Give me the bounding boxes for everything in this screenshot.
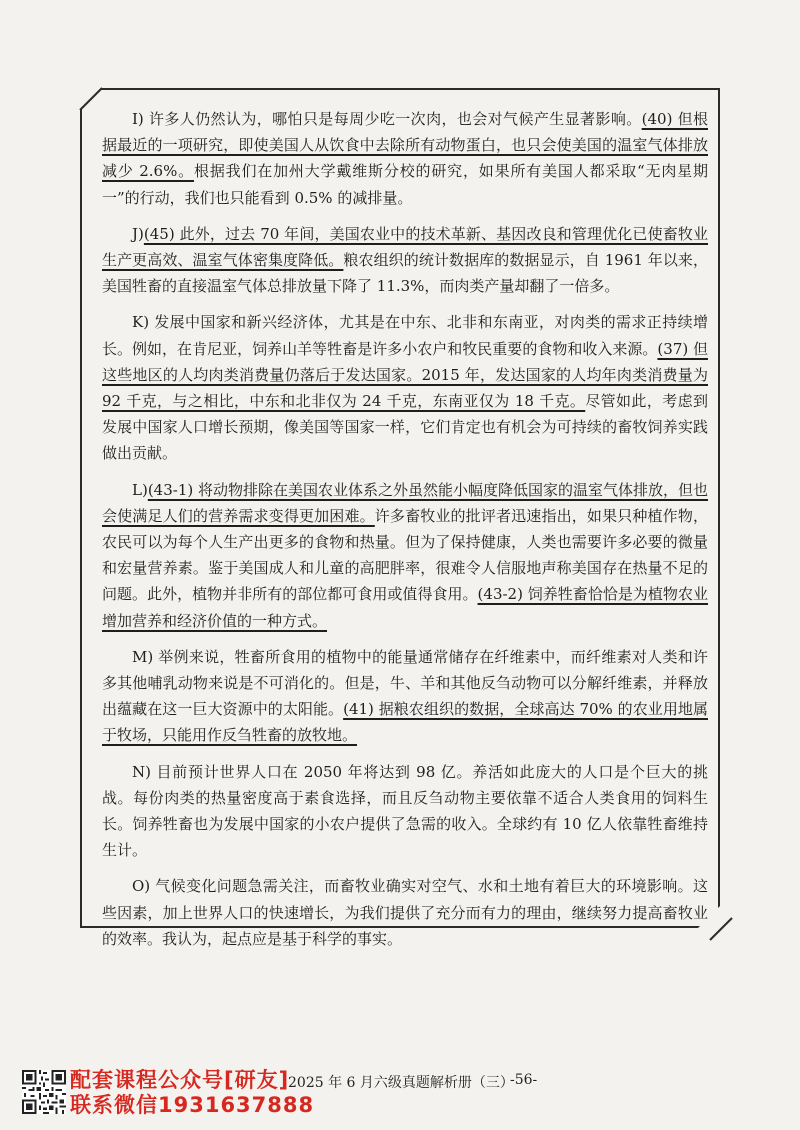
paragraph-n xyxy=(102,759,708,864)
paragraph-m xyxy=(102,644,708,749)
paragraph-k xyxy=(102,309,708,466)
segment: J) xyxy=(132,224,144,243)
segment: 许多畜牧业的批评者迅速指出，如果只种植作物，农民可以为每个人生产出更多的食物和热量。但为了保持健康，人类也需要许多必要的微量和宏量营养素。鉴于美国成人和儿童的高肥胖率，很难令人信服地声称美国存在热量不足的问题。此外，植物并非所有的部位都可食用或值得食用。 xyxy=(102,506,708,604)
underlined-answer-43-1: (43-1) 将动物排除在美国农业体系之外虽然能小幅度降低国家的温室气体排放，但也会使满足人们的营养需求变得更加困难。 xyxy=(102,480,709,525)
segment: 尽管如此，考虑到发展中国家人口增长预期，像美国等国家一样，它们肯定也有机会为可持续的畜牧饲养实践做出贡献。 xyxy=(102,392,708,463)
underlined-answer-40: (40) 但根据最近的一项研究，即使美国人从饮食中去除所有动物蛋白，也只会使美国的温室气体排放减少 2.6%。 xyxy=(102,110,708,181)
promo-line-1: 配套课程公众号[研友] xyxy=(70,1068,290,1092)
underlined-answer-43-2: (43-2) 饲养牲畜恰恰是为植物农业增加营养和经济价值的一种方式。 xyxy=(102,585,708,630)
segment: 根据我们在加州大学戴维斯分校的研究，如果所有美国人都采取“无肉星期一”的行动，我们也只能看到 0.5% 的减排量。 xyxy=(102,162,708,207)
segment: 粮农组织的统计数据库的数据显示，自 1961 年以来，美国牲畜的直接温室气体总排放量下降了 11.3%，而肉类产量却翻了一倍多。 xyxy=(102,251,708,296)
segment: I) 许多人仍然认为，哪怕只是每周少吃一次肉，也会对气候产生显著影响。 xyxy=(132,110,642,128)
segment: M) 举例来说，牲畜所食用的植物中的能量通常储存在纤维素中，而纤维素对人类和许多其他哺乳动物来说是不可消化的。但是，牛、羊和其他反刍动物可以分解纤维素，并释放出蕴藏在这一巨大资源中的太阳能。 xyxy=(102,647,708,719)
underlined-answer-41: (41) 据粮农组织的数据，全球高达 70% 的农业用地属于牧场，只能用作反刍牲畜的放牧地。 xyxy=(102,700,708,745)
segment: K) 发展中国家和新兴经济体，尤其是在中东、北非和东南亚，对肉类的需求正持续增长。例如，在肯尼亚，饲养山羊等牲畜是许多小农户和牧民重要的食物和收入来源。 xyxy=(102,313,708,358)
segment: L) xyxy=(132,480,148,499)
segment: N) 目前预计世界人口在 2050 年将达到 98 亿。养活如此庞大的人口是个巨大的挑战。每份肉类的热量密度高于素食选择，而且反刍动物主要依靠不适合人类食用的饲料生长。饲养牲畜也为发展中国家的小农户提供了急需的收入。全球约有 10 亿人依靠牲畜维持生计。 xyxy=(102,762,708,860)
passage-body xyxy=(102,106,708,962)
underlined-answer-45: (45) 此外，过去 70 年间，美国农业中的技术革新、基因改良和管理优化已使畜牧业生产更高效、温室气体密集度降低。 xyxy=(102,224,708,270)
paragraph-i xyxy=(102,106,708,211)
underlined-answer-37: (37) 但这些地区的人均肉类消费量仍落后于发达国家。2015 年，发达国家的人均年肉类消费量为 92 千克，与之相比，中东和北非仅为 24 千克，东南亚仅为 18 千克。 xyxy=(102,339,708,411)
paragraph-l xyxy=(102,477,708,634)
promo-line-2: 联系微信1931637888 xyxy=(70,1093,315,1117)
paragraph-j xyxy=(102,221,708,300)
segment: O) 气候变化问题急需关注，而畜牧业确实对空气、水和土地有着巨大的环境影响。这些因素，加上世界人口的快速增长，为我们提供了充分而有力的理由，继续努力提高畜牧业的效率。我认为，起点应是基于科学的事实。 xyxy=(102,877,708,948)
promo-watermark xyxy=(70,1068,314,1118)
page-number: -56- xyxy=(510,1072,538,1088)
book-label: 2025 年 6 月六级真题解析册（三） xyxy=(288,1075,514,1091)
paragraph-o xyxy=(102,873,708,952)
page-footer xyxy=(0,1066,800,1126)
frame-corner-bottom-right xyxy=(706,914,740,948)
qr-code-icon xyxy=(22,1070,66,1114)
